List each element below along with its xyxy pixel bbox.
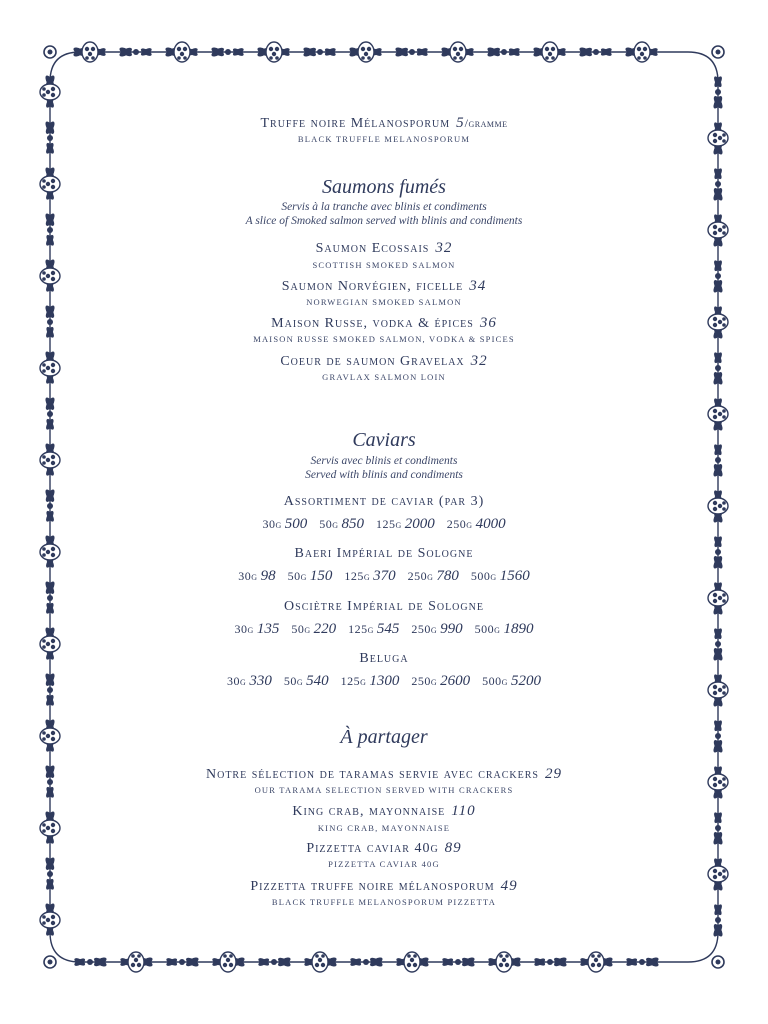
menu-item [90, 878, 678, 895]
price: 4000 [475, 516, 506, 532]
weight: 30g [262, 517, 282, 531]
price: 330 [249, 673, 272, 689]
weight: 500g [482, 674, 508, 688]
weight: 30g [227, 674, 247, 688]
price: 2000 [404, 516, 435, 532]
price: 990 [440, 621, 463, 637]
caviar-name: Osciètre Impérial de Sologne [284, 599, 484, 614]
menu-item [90, 840, 678, 857]
item-subtitle: PIZZETTA CAVIAR 40G [328, 859, 440, 869]
price: 135 [256, 621, 280, 637]
weight-price-pair [376, 515, 435, 533]
item-price: 32 [470, 353, 488, 369]
price: 540 [306, 673, 329, 689]
item-subtitle: SCOTTISH SMOKED SALMON [312, 260, 456, 270]
weight: 125g [376, 517, 402, 531]
weight: 250g [411, 622, 438, 636]
weight: 50g [287, 569, 307, 583]
item-name: Coeur de saumon Gravelax [280, 354, 465, 369]
item-price: 5 [456, 115, 465, 131]
price-unit: /gramme [464, 116, 508, 130]
price: 500 [284, 516, 308, 532]
item-name: Saumon Norvégien, ficelle [281, 279, 464, 294]
item-price: 110 [451, 803, 476, 819]
weight: 125g [340, 674, 367, 688]
item-name: Pizzetta caviar 40g [306, 841, 439, 856]
weight-price-pair [411, 672, 470, 690]
weight: 500g [474, 622, 501, 636]
caviar-name: Assortiment de caviar (par 3) [283, 494, 485, 509]
menu-item [90, 803, 678, 820]
item-subtitle: NORWEGIAN SMOKED SALMON [306, 297, 462, 307]
price: 150 [309, 568, 333, 584]
section-intro-fr: Servis avec blinis et condiments [310, 455, 458, 467]
price: 850 [341, 516, 364, 532]
caviar-price-row [90, 567, 678, 585]
weight: 500g [470, 569, 497, 583]
item-price: 89 [444, 840, 462, 856]
price: 1560 [499, 568, 530, 584]
price: 370 [373, 568, 396, 584]
item-price: 29 [545, 766, 562, 782]
item-name: King crab, mayonnaise [292, 804, 446, 819]
caviar-name: Baeri Impérial de Sologne [294, 546, 474, 561]
item-subtitle: GRAVLAX SALMON LOIN [322, 372, 446, 382]
weight-price-pair [284, 672, 329, 690]
price: 1890 [503, 621, 534, 637]
menu-page [90, 0, 678, 1024]
item-price: 49 [500, 878, 518, 894]
menu-item [90, 240, 678, 257]
weight-price-pair [348, 620, 399, 638]
weight: 50g [283, 674, 304, 688]
weight-price-pair [238, 567, 275, 585]
item-subtitle: BLACK TRUFFLE MELANOSPORUM [297, 134, 471, 144]
weight-price-pair [262, 515, 307, 533]
section-heading-saumons: Saumons fumés [322, 176, 446, 198]
weight-price-pair [341, 672, 400, 690]
section-heading-partager: À partager [340, 726, 428, 748]
section-intro-en: Served with blinis and condiments [305, 469, 463, 481]
menu-item [90, 353, 678, 370]
weight: 30g [234, 622, 254, 636]
item-name: Pizzetta truffe noire mélanosporum [250, 879, 495, 894]
weight-price-pair [471, 567, 530, 585]
weight-price-pair [344, 567, 395, 585]
weight: 30g [238, 569, 258, 583]
weight-price-pair [235, 620, 280, 638]
weight: 50g [319, 517, 339, 531]
price: 1300 [369, 673, 400, 689]
truffle-item [90, 115, 678, 132]
item-price: 32 [435, 240, 453, 256]
item-subtitle: BLACK TRUFFLE MELANOSPORUM PIZZETTA [271, 897, 497, 907]
menu-item [90, 766, 678, 783]
item-name: Saumon Ecossais [315, 241, 430, 256]
weight: 250g [407, 569, 434, 583]
weight-price-pair [288, 567, 333, 585]
weight: 250g [446, 517, 473, 531]
item-price: 36 [479, 315, 497, 331]
item-name: Notre sélection de taramas servie avec crackers [205, 767, 539, 782]
weight-price-pair [447, 515, 506, 533]
caviar-price-row [90, 515, 678, 533]
item-subtitle: OUR TARAMA SELECTION SERVED WITH CRACKERS [254, 785, 514, 795]
weight-price-pair [319, 515, 364, 533]
item-subtitle: MAISON RUSSE SMOKED SALMON, VODKA & SPICES [253, 334, 515, 344]
price: 98 [260, 568, 276, 584]
caviar-name: Beluga [359, 651, 409, 666]
section-intro-fr: Servis à la tranche avec blinis et condiments [281, 201, 487, 213]
caviar-price-row [90, 672, 678, 690]
weight-price-pair [411, 620, 462, 638]
menu-item [90, 278, 678, 295]
weight-price-pair [408, 567, 459, 585]
price: 2600 [440, 673, 471, 689]
item-subtitle: KING CRAB, MAYONNAISE [317, 823, 451, 833]
price: 545 [376, 621, 400, 637]
section-intro-en: A slice of Smoked salmon served with blinis and condiments [245, 215, 523, 227]
price: 780 [436, 568, 459, 584]
item-price: 34 [469, 278, 487, 294]
weight: 250g [411, 674, 438, 688]
weight-price-pair [227, 672, 272, 690]
weight: 125g [344, 569, 371, 583]
weight-price-pair [482, 672, 541, 690]
price: 5200 [510, 673, 541, 689]
weight-price-pair [475, 620, 534, 638]
price: 220 [313, 621, 337, 637]
weight-price-pair [291, 620, 336, 638]
item-name: Truffe noire Mélanosporum [260, 116, 451, 131]
item-name: Maison Russe, vodka & épices [271, 316, 474, 331]
section-heading-caviars: Caviars [352, 429, 416, 451]
menu-item [90, 315, 678, 332]
caviar-price-row [90, 620, 678, 638]
weight: 125g [348, 622, 374, 636]
weight: 50g [291, 622, 311, 636]
